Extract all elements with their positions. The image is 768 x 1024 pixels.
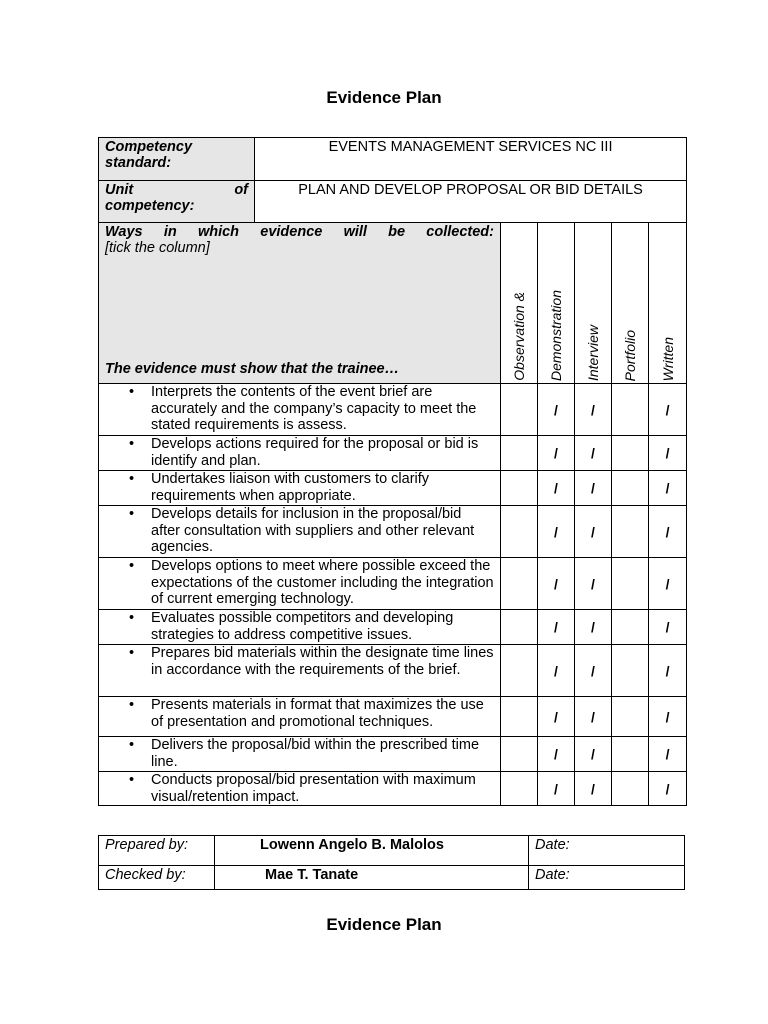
criterion-text: Undertakes liaison with customers to clarify requirements when appropriate. <box>151 471 430 504</box>
unit-of-competency-row <box>99 181 687 223</box>
criterion-text: Interprets the contents of the event brief are accurately and the company’s capacity to meet the stated requirements is assess. <box>151 384 477 433</box>
heading-word: will <box>343 224 367 240</box>
evidence-methods-header-row <box>99 223 687 384</box>
method-header-portfolio <box>612 223 649 384</box>
tick-mark-cell: / <box>538 436 575 471</box>
tick-instruction: [tick the column] <box>105 240 210 256</box>
bullet-icon: • <box>129 436 135 452</box>
tick-mark-cell <box>612 697 649 737</box>
ways-heading-words <box>105 224 494 240</box>
criterion-row <box>99 645 687 697</box>
criterion-cell <box>99 645 501 697</box>
tick-mark-cell: / <box>575 506 612 558</box>
tick-mark-cell: / <box>649 471 687 506</box>
tick-mark-cell: / <box>649 384 687 436</box>
criterion-text: Conducts proposal/bid presentation with maximum visual/retention impact. <box>151 772 476 805</box>
tick-mark-cell: / <box>575 384 612 436</box>
tick-mark-cell <box>501 737 538 772</box>
criterion-cell <box>99 506 501 558</box>
bullet-icon: • <box>129 558 135 574</box>
tick-mark-cell: / <box>575 772 612 806</box>
tick-mark-cell <box>501 697 538 737</box>
tick-mark-cell <box>612 558 649 610</box>
criterion-cell <box>99 471 501 506</box>
criterion-row <box>99 697 687 737</box>
criterion-cell <box>99 737 501 772</box>
tick-mark-cell: / <box>538 772 575 806</box>
criteria-list <box>99 384 687 806</box>
bullet-icon: • <box>129 645 135 661</box>
criterion-text: Develops details for inclusion in the proposal/bid after consultation with suppliers and other relevant agencies. <box>151 506 475 555</box>
tick-mark-cell: / <box>575 697 612 737</box>
tick-mark-cell: / <box>538 558 575 610</box>
heading-word: which <box>197 224 240 240</box>
tick-mark-cell: / <box>649 772 687 806</box>
bullet-icon: • <box>129 610 135 626</box>
tick-mark-cell: / <box>649 645 687 697</box>
unit-of-competency-value: PLAN AND DEVELOP PROPOSAL OR BID DETAILS <box>255 181 687 223</box>
method-label: Observation & <box>511 292 527 381</box>
heading-word: in <box>163 224 177 240</box>
tick-mark-cell: / <box>538 645 575 697</box>
unit-label-word: Unit <box>105 182 134 198</box>
criterion-text: Presents materials in format that maximizes the use of presentation and promotional techniques. <box>151 697 484 730</box>
heading-word: collected: <box>426 224 494 240</box>
method-label: Demonstration <box>548 289 564 381</box>
tick-mark-cell <box>612 645 649 697</box>
checked-by-label: Checked by: <box>99 866 215 890</box>
ways-heading <box>99 223 500 240</box>
tick-mark-cell: / <box>575 737 612 772</box>
tick-mark-cell <box>501 610 538 645</box>
criterion-row <box>99 558 687 610</box>
checked-date-label: Date: <box>529 866 685 890</box>
tick-mark-cell: / <box>575 610 612 645</box>
criterion-row <box>99 384 687 436</box>
tick-mark-cell <box>612 471 649 506</box>
tick-mark-cell <box>501 772 538 806</box>
criterion-text: Prepares bid materials within the designate time lines in accordance with the requirements of the brief. <box>151 645 494 678</box>
tick-mark-cell: / <box>649 558 687 610</box>
criterion-cell <box>99 436 501 471</box>
prepared-date-label: Date: <box>529 836 685 866</box>
tick-mark-cell <box>501 471 538 506</box>
ways-collected-cell <box>99 223 501 384</box>
criterion-cell <box>99 610 501 645</box>
tick-mark-cell: / <box>538 697 575 737</box>
tick-mark-cell: / <box>538 384 575 436</box>
tick-mark-cell <box>612 506 649 558</box>
criterion-row <box>99 436 687 471</box>
criterion-cell <box>99 697 501 737</box>
heading-word: be <box>388 224 406 240</box>
prepared-by-name: Lowenn Angelo B. Malolos <box>215 836 529 866</box>
signoff-table <box>98 835 685 890</box>
prepared-by-row <box>99 836 685 866</box>
bullet-icon: • <box>129 737 135 753</box>
criterion-row <box>99 772 687 806</box>
tick-mark-cell <box>612 772 649 806</box>
criterion-cell <box>99 384 501 436</box>
prepared-by-label: Prepared by: <box>99 836 215 866</box>
competency-standard-value: EVENTS MANAGEMENT SERVICES NC III <box>255 138 687 181</box>
bullet-icon: • <box>129 772 135 788</box>
heading-word: evidence <box>260 224 323 240</box>
tick-mark-cell: / <box>538 737 575 772</box>
criterion-cell <box>99 772 501 806</box>
bullet-icon: • <box>129 471 135 487</box>
bullet-icon: • <box>129 384 135 400</box>
tick-mark-cell <box>612 436 649 471</box>
tick-mark-cell: / <box>649 610 687 645</box>
tick-mark-cell: / <box>575 471 612 506</box>
tick-mark-cell: / <box>649 436 687 471</box>
competency-label-word: competency: <box>105 198 195 214</box>
method-header-written <box>649 223 687 384</box>
checked-by-row <box>99 866 685 890</box>
footer-title: Evidence Plan <box>326 915 442 934</box>
tick-mark-cell: / <box>538 471 575 506</box>
evidence-statement: The evidence must show that the trainee… <box>105 361 400 377</box>
criterion-cell <box>99 558 501 610</box>
tick-mark-cell <box>612 384 649 436</box>
criterion-text: Develops options to meet where possible exceed the expectations of the customer including the integration of current emerging technology. <box>151 558 494 607</box>
tick-mark-cell <box>501 645 538 697</box>
bullet-icon: • <box>129 697 135 713</box>
method-label: Interview <box>585 324 601 381</box>
tick-mark-cell <box>501 558 538 610</box>
tick-mark-cell: / <box>649 737 687 772</box>
criterion-text: Delivers the proposal/bid within the prescribed time line. <box>151 737 480 770</box>
evidence-plan-table <box>98 137 687 806</box>
heading-word: Ways <box>105 224 143 240</box>
tick-mark-cell <box>501 436 538 471</box>
tick-mark-cell: / <box>649 697 687 737</box>
tick-mark-cell: / <box>538 610 575 645</box>
tick-mark-cell <box>501 384 538 436</box>
tick-mark-cell: / <box>538 506 575 558</box>
of-label-word: of <box>234 182 248 198</box>
competency-standard-row <box>99 138 687 181</box>
method-label: Written <box>659 336 676 381</box>
method-header-interview <box>575 223 612 384</box>
competency-standard-label: Competency standard: <box>99 138 255 181</box>
criterion-text: Evaluates possible competitors and developing strategies to address competitive issues. <box>151 610 454 643</box>
tick-mark-cell: / <box>649 506 687 558</box>
tick-mark-cell: / <box>575 558 612 610</box>
bullet-icon: • <box>129 506 135 522</box>
unit-of-competency-label <box>99 181 255 223</box>
tick-mark-cell: / <box>575 436 612 471</box>
method-header-observation <box>501 223 538 384</box>
method-label: Portfolio <box>622 329 638 381</box>
tick-mark-cell <box>501 506 538 558</box>
checked-by-name: Mae T. Tanate <box>215 866 529 890</box>
criterion-row <box>99 737 687 772</box>
criterion-row <box>99 471 687 506</box>
page-title: Evidence Plan <box>326 88 442 107</box>
tick-mark-cell: / <box>575 645 612 697</box>
tick-mark-cell <box>612 610 649 645</box>
tick-mark-cell <box>612 737 649 772</box>
method-header-demonstration <box>538 223 575 384</box>
criterion-row <box>99 506 687 558</box>
criterion-text: Develops actions required for the proposal or bid is identify and plan. <box>151 436 479 469</box>
criterion-row <box>99 610 687 645</box>
